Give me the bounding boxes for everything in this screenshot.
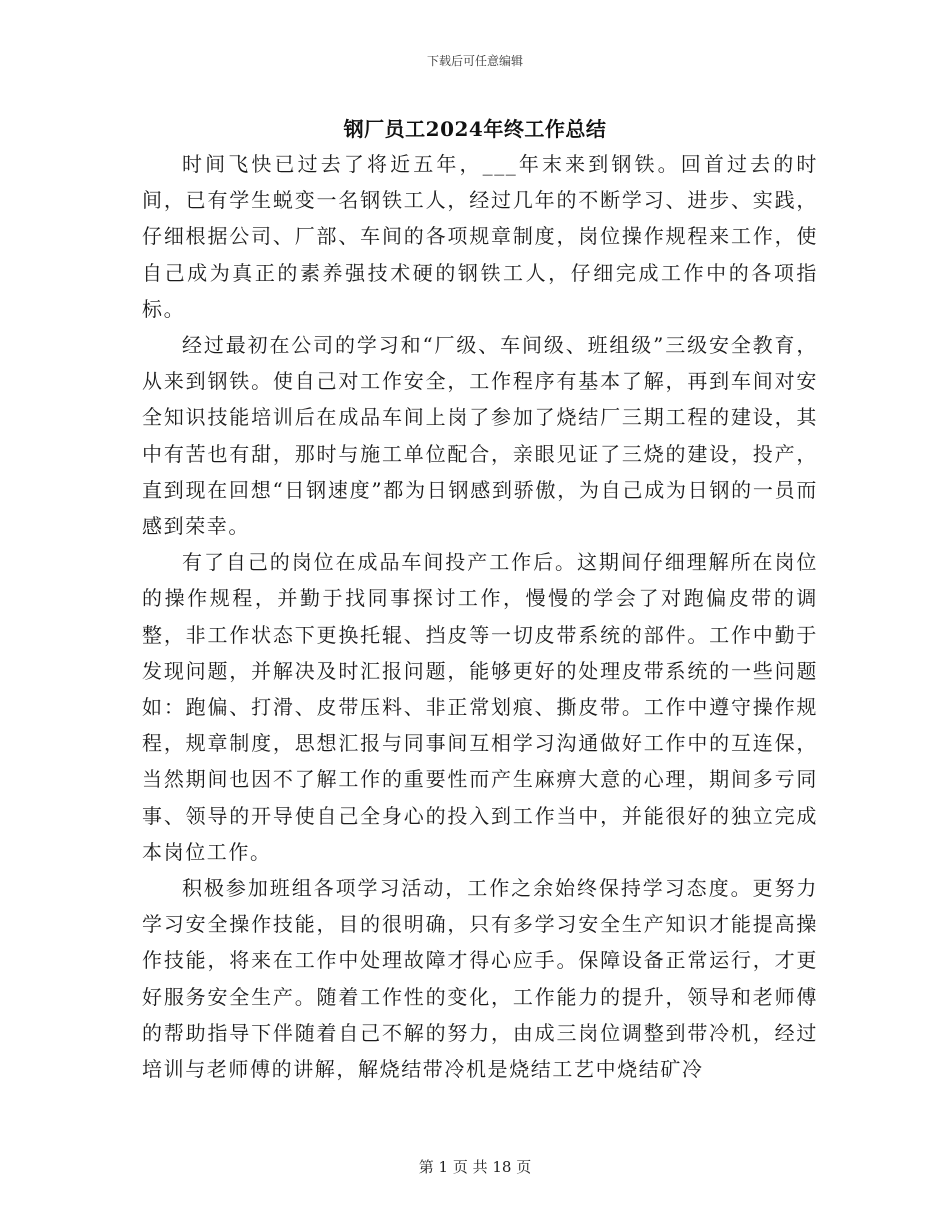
document-body [142, 146, 818, 1087]
paragraph: 积极参加班组各项学习活动，工作之余始终保持学习态度。更努力学习安全操作技能，目的很明确，只有多学习安全生产知识才能提高操作技能，将来在工作中处理故障才得心应手。保障设备正常运行，才更好服务安全生产。随着工作性的变化，工作能力的提升，领导和老师傅的帮助指导下伴随着自己不解的努力，由成三岗位调整到带冷机，经过培训与老师傅的讲解，解烧结带冷机是烧结工艺中烧结矿冷 [142, 876, 818, 1082]
paragraph: 有了自己的岗位在成品车间投产工作后。这期间仔细理解所在岗位的操作规程，并勤于找同事探讨工作，慢慢的学会了对跑偏皮带的调整，非工作状态下更换托辊、挡皮等一切皮带系统的部件。工作中勤于发现问题，并解决及时汇报问题，能够更好的处理皮带系统的一些问题如：跑偏、打滑、皮带压料、非正常划痕、撕皮带。工作中遵守操作规程，规章制度，思想汇报与同事间互相学习沟通做好工作中的互连保，当然期间也因不了解工作的重要性而产生麻痹大意的心理，期间多亏同事、领导的开导使自己全身心的投入到工作当中，并能很好的独立完成本岗位工作。 [142, 550, 818, 864]
document-title: 钢厂员工2024年终工作总结 [343, 117, 607, 141]
page-number: 第 1 页 共 18 页 [418, 1158, 532, 1176]
header-note: 下载后可任意编辑 [426, 54, 523, 68]
paragraph: 时间飞快已过去了将近五年，___年末来到钢铁。回首过去的时间，已有学生蜕变一名钢铁工人，经过几年的不断学习、进步、实践，仔细根据公司、厂部、车间的各项规章制度，岗位操作规程来工作，使自己成为真正的素养强技术硬的钢铁工人，仔细完成工作中的各项指标。 [142, 152, 818, 321]
paragraph: 经过最初在公司的学习和“厂级、车间级、班组级”三级安全教育，从来到钢铁。使自己对工作安全，工作程序有基本了解，再到车间对安全知识技能培训后在成品车间上岗了参加了烧结厂三期工程的建设，其中有苦也有甜，那时与施工单位配合，亲眼见证了三烧的建设，投产，直到现在回想“日钢速度”都为日钢感到骄傲，为自己成为日钢的一员而感到荣幸。 [142, 333, 818, 539]
